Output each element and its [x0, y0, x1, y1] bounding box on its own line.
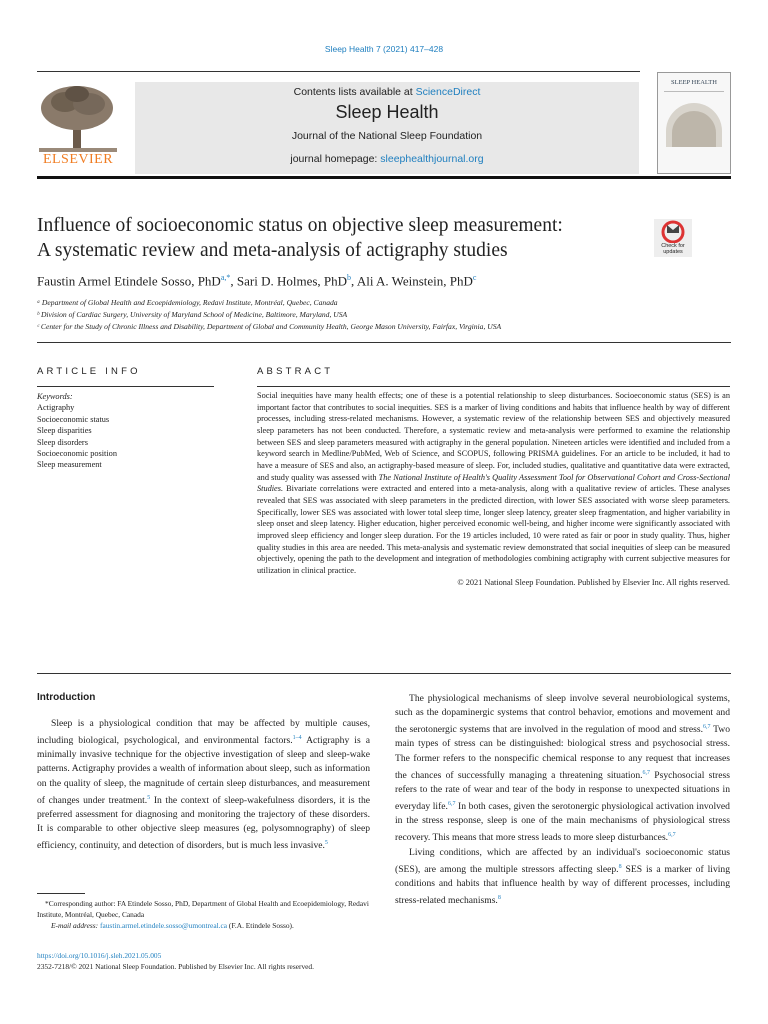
page-footer — [37, 950, 314, 972]
affiliation-a: ᵃ Department of Global Health and Ecoepidemiology, Redavi Institute, Montréal, Quebec, Canada — [37, 298, 338, 307]
introduction-heading: Introduction — [37, 692, 96, 703]
intro-paragraph-3: Living conditions, which are affected by an individual's socioeconomic status (SES), are among the multiple stressors affecting sleep.$^8$ SES is a marker of living conditions and habits that influence health by way of different processes, including stress-related mechanisms.$^8$ — [395, 846, 730, 907]
keyword-item: Socioeconomic status — [37, 414, 110, 424]
reference-link[interactable]: 6,7 — [702, 724, 711, 731]
reference-link[interactable]: 6,7 — [642, 769, 651, 776]
author-name[interactable]: Ali A. Weinstein, PhD — [356, 273, 473, 289]
author-name[interactable]: Faustin Armel Etindele Sosso, PhD — [37, 273, 221, 289]
intro-paragraph-1: Sleep is a physiological condition that may be affected by multiple causes, including biological, psychological, and environmental factors.$^{1-4}$ Actigraphy is a minimally invasive technique for the objective investigation of sleep and sleep-wake patterns. Actigraphy provides a wealth of information about sleep, such as information on the quality of sleep, the magnitude of certain sleep disturbances, and measurement of changes under treatment.$^5$ In the context of sleep-wakefulness disorders, it is the preferred assessment for diagnosing and monitoring the trajectory of these disorders. It is comparable to other objective sleep measures (eg, polysomnography) of sleep efficiency, continuity, and detection of disorders, but is much less invasive.$^5$ — [37, 718, 370, 852]
header-thick-rule — [37, 176, 731, 179]
crossmark-label: Check for updates — [654, 243, 692, 257]
author-affiliation-marker[interactable]: b — [347, 273, 352, 282]
cover-title: SLEEP HEALTH — [671, 79, 717, 86]
abstract-body: Social inequities have many health effects; one of these is a potential relationship to sleep disturbances. Socioeconomic status (SES) is an important factor that contributes to social inequities. SES is a marker of living conditions and habits that influence health by way of different processes, including stress-related mechanisms. However, a systematic review of the relationship between SES and objectively measured sleep parameters has not been conducted. Therefore, a systematic review and meta-analysis were performed to examine the relationship between SES and sleep parameters measured with actigraphy in the general population. Nineteen articles were identified and included from a keyword search in Medline/PubMed, Web of Science, and SCOPUS, following PRISMA guidelines. For an article to be included, it had to have a measure of SES and also, an actigraphy-based measure of sleep. For, included studies, qualitative and quantitative data were extracted, and study quality was assessed with The National Institute of Health's Quality Assessment Tool for Observational Cohort and Cross-Sectional Studies. Bivariate correlations were extracted and entered into a meta-analysis, along with a qualitative review of articles. These analyses revealed that SES was associated with sleep parameters in the predicted direction, with lower SES associated with worse sleep parameters. Specifically, lower SES was associated with lower total sleep time, longer sleep latency, greater sleep fragmentation, and higher variability in sleep onset and sleep latency. Higher education, higher perceived economic well-being, and higher income were significantly associated with improved sleep efficiency and longer sleep duration. For the 19 articles included, 10 were rated as fair or poor in study quality. Thus, higher quality studies in this area are needed. This meta-analysis and systematic review demonstrated that social inequities of sleep can be measured objectively, opening the path to the development and integration of methodologies combining actigraphy with current subjective measures for utilization in clinical practice. © 2021 National Sleep Foundation. Published by Elsevier Inc. All rights reserved. — [257, 391, 730, 587]
reference-link[interactable]: 8 — [497, 895, 501, 902]
keyword-item: Sleep disparities — [37, 426, 92, 436]
keywords-label: Keywords: — [37, 392, 73, 401]
footnote-rule — [37, 893, 85, 894]
journal-subtitle: Journal of the National Sleep Foundation — [291, 130, 483, 142]
affiliation-c: ᶜ Center for the Study of Chronic Illness and Disability, Department of Global and Community Health, George Mason University, Fairfax, Virginia, USA — [37, 322, 502, 331]
article-info-rule — [37, 386, 214, 387]
header-rule — [37, 71, 640, 72]
issn-line: 2352-7218/© 2021 National Sleep Foundation. Published by Elsevier Inc. All rights reserved. — [37, 962, 314, 971]
check-for-updates-badge[interactable] — [654, 219, 692, 257]
email-link[interactable]: faustin.armel.etindele.sosso@umontreal.ca — [100, 921, 228, 930]
elsevier-logo — [37, 80, 119, 170]
abstract-heading: ABSTRACT — [257, 366, 334, 377]
homepage-line: journal homepage: sleephealthjournal.org — [290, 153, 484, 165]
corresponding-author-note: *Corresponding author: FA Etindele Sosso, PhD, Department of Global Health and Ecoepidemiology, Redavi Institute, Montréal, Quebec, Canada E-mail address: faustin.armel.etindele.sosso@umontreal.ca (F.A. Etindele Sosso). — [37, 899, 369, 930]
intro-paragraph-2: The physiological mechanisms of sleep involve several neurobiological systems, such as the dopaminergic systems that control behavior, emotions and movement and the serotonergic systems that are involved in the regulation of mood and stress.$^{6,7}$ Two main types of stress can be distinguished: biological stress and psychosocial stress. The former refers to the nonspecific chemical response to any request that increases the chances of successfully managing a threatening situation.$^{6,7}$ Psychosocial stress refers to the rate of wear and tear of the body in response to unexpected situations in everyday life.$^{6,7}$ In both cases, given the serotonergic physiological activation involved in the stress response, sleep is one of the main mechanisms of physiological stress recovery. This means that more stress leads to more sleep disturbances.$^{6,7}$ — [395, 693, 730, 844]
journal-citation-link[interactable]: Sleep Health 7 (2021) 417–428 — [324, 44, 444, 54]
keyword-item: Socioeconomic position — [37, 449, 117, 459]
intro-right-column — [395, 692, 730, 908]
author-affiliation-marker[interactable]: a,* — [220, 273, 231, 282]
cover-arch-inner — [672, 111, 716, 147]
doi-link[interactable]: https://doi.org/10.1016/j.sleh.2021.05.005 — [37, 951, 162, 960]
keyword-item: Sleep measurement — [37, 460, 102, 470]
reference-link[interactable]: 8 — [618, 863, 622, 870]
journal-banner — [135, 82, 639, 174]
abstract-rule — [257, 386, 730, 387]
author-list: Faustin Armel Etindele Sosso, PhD$^{a,*}$, Sari D. Holmes, PhD$^b$, Ali A. Weinstein, PhD$^c$ — [37, 273, 477, 289]
author-name[interactable]: Sari D. Holmes, PhD — [236, 273, 348, 289]
article-info-heading: ARTICLE INFO — [37, 366, 141, 377]
contents-line: Contents lists available at ScienceDirect — [293, 86, 481, 98]
crossmark-icon — [654, 219, 692, 245]
author-affiliation-marker[interactable]: c — [472, 273, 477, 282]
reference-link[interactable]: 6,7 — [447, 801, 456, 808]
reference-link[interactable]: 1–4 — [292, 735, 302, 742]
body-divider — [37, 673, 731, 674]
sciencedirect-link[interactable]: ScienceDirect — [415, 86, 481, 98]
article-title: Influence of socioeconomic status on objective sleep measurement: A systematic review and meta-analysis of actigraphy studies — [37, 215, 563, 261]
keywords-block — [37, 391, 117, 471]
reference-link[interactable]: 5 — [147, 794, 151, 801]
affiliation-b: ᵇ Division of Cardiac Surgery, University of Maryland School of Medicine, Baltimore, Maryland, USA — [37, 310, 348, 319]
homepage-link[interactable]: sleephealthjournal.org — [380, 153, 484, 165]
keyword-item: Sleep disorders — [37, 437, 88, 447]
keyword-item: Actigraphy — [37, 403, 75, 413]
journal-name: Sleep Health — [335, 102, 439, 122]
elsevier-wordmark: ELSEVIER — [42, 152, 114, 167]
reference-link[interactable]: 6,7 — [668, 832, 676, 839]
cover-divider — [664, 91, 724, 92]
abstract-copyright: © 2021 National Sleep Foundation. Published by Elsevier Inc. All rights reserved. — [457, 577, 730, 587]
reference-link[interactable]: 5 — [324, 840, 328, 847]
section-divider — [37, 342, 731, 343]
journal-cover-thumbnail[interactable] — [657, 72, 731, 174]
